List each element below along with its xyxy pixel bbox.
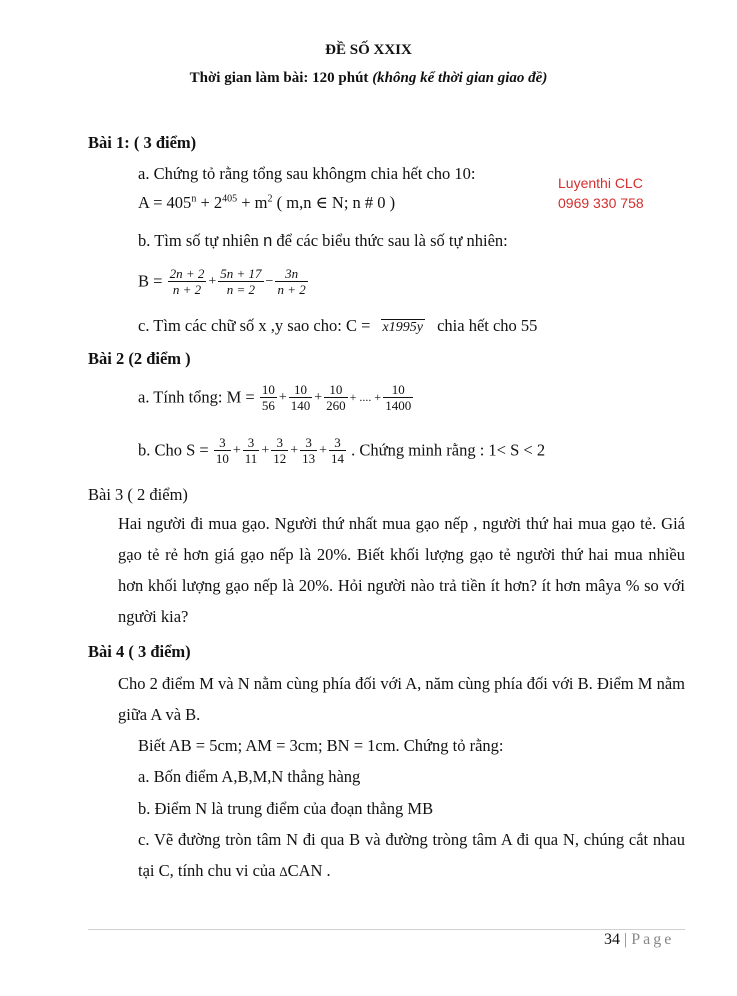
bai1-b-text: b. Tìm số tự nhiên n để các biểu thức sau là số tự nhiên: — [138, 231, 508, 250]
page-separator: | — [624, 931, 628, 948]
bai2-b-expression: b. Cho S = $\frac{3}{10}$ + $\frac{3}{11}$ + $\frac{3}{12}$ + $\frac{3}{13}$ + $\frac{3}{14}$ . Chứng minh rằng : 1< S < 2 — [138, 435, 546, 466]
watermark — [558, 173, 644, 213]
fraction: $\frac{10}{1400}$ — [385, 382, 412, 413]
bai1-heading: Bài 1: ( 3 điểm) — [88, 133, 197, 152]
bai2-heading: Bài 2 (2 điểm ) — [88, 349, 191, 368]
watermark-line1: Luyenthi CLC — [558, 175, 643, 191]
exam-title: ĐỀ SỐ XXIX — [325, 42, 412, 58]
bai4-intro: Cho 2 điểm M và N nằm cùng phía đối với A, năm cùng phía đối với B. Điểm M nằm giữa A và B. — [118, 674, 685, 724]
fraction: $\frac{10}{140}$ — [290, 382, 311, 413]
fraction: $\frac{3n}{n + 2}$ — [277, 266, 306, 297]
bai1-c-text: c. Tìm các chữ số x ,y sao cho: C = x1995y chia hết cho 55 — [138, 316, 538, 335]
watermark-line2: 0969 330 758 — [558, 195, 644, 211]
bai4-heading: Bài 4 ( 3 điểm) — [88, 642, 191, 661]
fraction: $\frac{5n + 17}{n = 2}$ — [220, 266, 262, 297]
bai1-b-expression: B = $\frac{2n + 2}{n + 2}$ + $\frac{5n + 17}{n = 2}$ − $\frac{3n}{n + 2}$ — [138, 266, 306, 297]
bai3-body: Hai người đi mua gạo. Người thứ nhất mua gạo nếp , người thứ hai mua gạo tẻ. Giá gạo tẻ rẻ hơn giá gạo nếp là 20%. Biết khối lượng gạo tẻ người thứ hai mua nhiều hơn khối lượng gạo nếp là 20%. Hỏi người nào trả tiền ít hơn? ít hơn mâya % so với người kia? — [118, 514, 685, 626]
bai4-b: b. Điểm N là trung điểm của đoạn thẳng MB — [138, 799, 434, 818]
time-note: (không kể thời gian giao đề) — [372, 70, 548, 86]
fraction: $\frac{3}{10}$ — [215, 435, 229, 466]
bai4-a: a. Bốn điểm A,B,M,N thẳng hàng — [138, 767, 361, 786]
fraction: $\frac{10}{56}$ — [261, 382, 275, 413]
fraction: $\frac{3}{11}$ — [244, 435, 258, 466]
bai4-given: Biết AB = 5cm; AM = 3cm; BN = 1cm. Chứng tỏ rằng: — [138, 736, 504, 755]
page-number: 34 — [604, 931, 620, 948]
time-label: Thời gian làm bài: 120 phút — [189, 70, 369, 86]
time-line — [0, 70, 737, 87]
bai3-heading: Bài 3 ( 2 điểm) — [88, 485, 188, 504]
fraction: $\frac{2n + 2}{n + 2}$ — [169, 266, 205, 297]
fraction: $\frac{3}{13}$ — [302, 435, 316, 466]
fraction: $\frac{3}{14}$ — [331, 435, 345, 466]
bai1-a-expression: $A = 405^n + 2^{405} + m^2$ ( m,n ∈ N; n # 0 ) — [138, 193, 396, 212]
footer-divider — [88, 929, 685, 930]
bai4-c: c. Vẽ đường tròn tâm N đi qua B và đường tròng tâm A đi qua N, chúng cắt nhau tại C, tính chu vi của ∆CAN . — [138, 830, 685, 880]
fraction: $\frac{10}{260}$ — [326, 382, 346, 413]
overlined-number: x1995y — [382, 320, 423, 335]
bai2-a-expression: a. Tính tổng: M = $\frac{10}{56}$ + $\frac{10}{140}$ + $\frac{10}{260}$ + .... + $\frac{10}{1400}$ — [138, 382, 412, 413]
fraction: $\frac{3}{12}$ — [273, 435, 287, 466]
bai1-a-text: a. Chứng tỏ rằng tổng sau khôngm chia hết cho 10: — [138, 164, 476, 183]
page-footer — [604, 931, 674, 949]
page-word: Page — [631, 931, 675, 948]
